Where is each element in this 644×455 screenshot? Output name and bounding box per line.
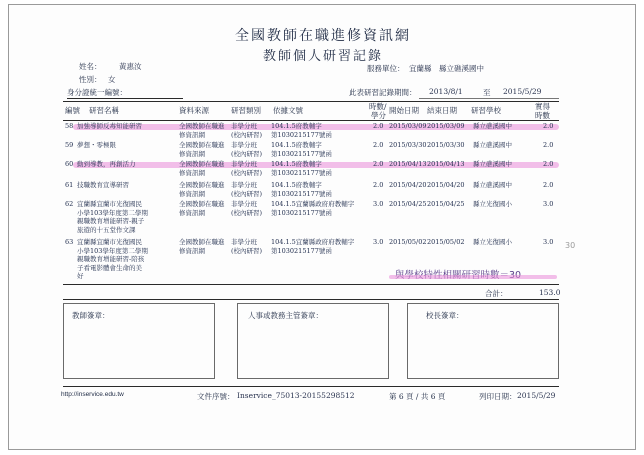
row-58-real: 2.0 (543, 122, 554, 130)
row-61-doc (271, 181, 332, 198)
row-58-type-line: (校內研習) (231, 130, 263, 139)
row-63-real: 3.0 (543, 238, 554, 246)
row-63-name (77, 238, 148, 281)
id-underline (67, 98, 183, 99)
row-60-doc-line: 104.1.5府教輔字 (271, 160, 322, 168)
period-underline (419, 98, 559, 99)
row-60-end: 2015/04/13 (427, 160, 465, 168)
row-63-source (179, 238, 225, 255)
period-start: 2013/8/1 (429, 87, 463, 96)
row-59-type-line: 非學分班 (231, 141, 257, 149)
row-61-no: 61 (65, 181, 74, 189)
row-62-real: 3.0 (543, 200, 554, 208)
row-59-doc-line: 104.1.5府教輔字 (271, 141, 322, 149)
row-63-type (231, 238, 262, 255)
row-60-hours: 2.0 (373, 160, 384, 168)
margin-note: 30 (565, 241, 576, 250)
row-59-doc-line: 第1030215177號函 (271, 149, 332, 158)
row-62-doc-line: 第1030215177號函 (271, 208, 332, 217)
row-62-end: 2015/04/25 (427, 200, 465, 208)
record-page (8, 4, 636, 450)
col-header-real: 實得 (535, 102, 550, 111)
teacher-signature-label: 教師簽章： (72, 311, 110, 320)
row-58-doc-line: 第1030215177號函 (271, 130, 332, 139)
row-60-school: 縣立礁溪國中 (473, 160, 512, 168)
row-59-doc (271, 141, 332, 158)
row-58-no: 58 (65, 122, 74, 130)
teacher-signature-box (63, 303, 215, 379)
row-61-name (77, 181, 129, 190)
row-58-type (231, 122, 262, 139)
table-top-rule (63, 101, 559, 102)
print-date-label: 列印日期： (479, 392, 517, 401)
row-58-end: 2015/03/09 (427, 122, 465, 130)
row-59-real: 2.0 (543, 141, 554, 149)
hr-signature-label: 人事或教務主管簽章： (248, 311, 323, 320)
row-59-type (231, 141, 262, 158)
row-61-doc-line: 第1030215177號函 (271, 189, 332, 198)
row-62-school: 縣立光復國小 (473, 200, 512, 208)
row-58-source-line: 修資訊網 (179, 130, 205, 139)
row-60-name-line: 動到導教，再創活力 (77, 160, 136, 168)
row-61-end: 2015/04/20 (427, 181, 465, 189)
row-63-doc-line: 第1030215177號函 (271, 246, 332, 255)
row-63-end: 2015/05/02 (427, 238, 465, 246)
row-61-type-line: 非學分班 (231, 181, 257, 189)
row-59-name (77, 141, 116, 150)
row-58-school: 縣立礁溪國中 (473, 122, 512, 130)
row-60-doc (271, 160, 332, 177)
row-62-doc (271, 200, 354, 217)
row-61-source-line: 全國教師在職進 (179, 181, 225, 189)
row-63-start: 2015/05/02 (389, 238, 427, 246)
print-date-value: 2015/5/29 (517, 391, 556, 400)
name-value: 黃惠汝 (119, 62, 142, 71)
row-63-doc (271, 238, 354, 255)
period-label: 此表研習記錄期間： (349, 88, 417, 97)
page-indicator: 第 6 頁 / 共 6 頁 (389, 392, 446, 401)
row-60-source-line: 全國教師在職進 (179, 160, 225, 168)
row-61-school: 縣立礁溪國中 (473, 181, 512, 189)
row-60-source (179, 160, 225, 177)
total-label: 合計： (485, 289, 508, 298)
row-61-source (179, 181, 225, 198)
row-62-doc-line: 104.1.5宜蘭縣政府府教輔字 (271, 200, 355, 208)
row-63-name-line: 好 (77, 272, 84, 280)
table-header-rule (63, 120, 559, 121)
row-63-hours: 3.0 (373, 238, 384, 246)
row-59-no: 59 (65, 141, 74, 149)
row-62-name-line: 旅遊的十五堂作文課 (77, 225, 136, 234)
row-59-source (179, 141, 225, 158)
row-62-name-line: 宜蘭縣宜蘭市光復國民 (77, 200, 142, 208)
row-62-source (179, 200, 225, 217)
row-58-source-line: 全國教師在職進 (179, 122, 225, 130)
row-58-name-line: 加強導師反毒知能研習 (77, 122, 142, 130)
doc-serial-value: Inservice_75013-20155298512 (237, 391, 355, 400)
total-value: 153.0 (539, 288, 561, 297)
row-61-source-line: 修資訊網 (179, 189, 205, 198)
col-header-hours-unit: 學分 (371, 111, 386, 120)
row-59-type-line: (校內研習) (231, 149, 263, 158)
row-59-school: 縣立礁溪國中 (473, 141, 512, 149)
principal-signature-label: 校長簽章： (426, 311, 464, 320)
row-61-real: 2.0 (543, 181, 554, 189)
row-61-doc-line: 104.1.5府教輔字 (271, 181, 322, 189)
row-58-source (179, 122, 225, 139)
row-59-source-line: 全國教師在職進 (179, 141, 225, 149)
row-58-type-line: 非學分班 (231, 122, 257, 130)
row-60-type-line: 非學分班 (231, 160, 257, 168)
col-header-name: 研習名稱 (89, 106, 119, 115)
row-63-no: 63 (65, 238, 74, 246)
hr-signature-box (237, 303, 389, 379)
row-63-name-line: 子看電影體會生命的美 (77, 263, 142, 272)
row-60-type (231, 160, 262, 177)
row-63-name-line: 親職教育增能研習-陪孩 (77, 255, 145, 263)
row-62-hours: 3.0 (373, 200, 384, 208)
doc-serial-label: 文件序號： (197, 392, 235, 401)
row-62-name (77, 200, 148, 234)
row-59-source-line: 修資訊網 (179, 149, 205, 158)
document-title: 全國教師在職進修資訊網 (235, 28, 411, 44)
site-url: http://inservice.edu.tw (61, 391, 124, 398)
row-58-name (77, 122, 142, 131)
row-62-name-line: 小學103學年度第二學期 (77, 208, 148, 217)
col-header-type: 研習類別 (231, 106, 261, 115)
col-header-hours: 時數/ (369, 102, 387, 111)
row-61-type-line: (校內研習) (231, 189, 263, 198)
gender-label: 性別： (79, 75, 102, 84)
row-60-no: 60 (65, 160, 74, 168)
row-63-type-line: 非學分班 (231, 238, 257, 246)
document-subtitle: 教師個人研習記錄 (262, 49, 383, 64)
row-63-doc-line: 104.1.5宜蘭縣政府府教輔字 (271, 238, 355, 246)
col-header-no: 編號 (65, 106, 80, 115)
row-62-source-line: 全國教師在職進 (179, 200, 225, 208)
handwritten-underline (389, 275, 557, 279)
row-58-hours: 2.0 (373, 122, 384, 130)
gender-value: 女 (108, 75, 116, 84)
unit-value: 宜蘭縣 縣立礁溪國中 (409, 64, 484, 73)
row-63-name-line: 宜蘭縣宜蘭市光復國民 (77, 238, 142, 246)
row-62-type (231, 200, 262, 217)
row-59-start: 2015/03/30 (389, 141, 427, 149)
row-60-doc-line: 第1030215177號函 (271, 168, 332, 177)
row-62-name-line: 親職教育增能研習-親子 (77, 217, 145, 225)
row-63-type-line: (校內研習) (231, 246, 263, 255)
row-60-name (77, 160, 136, 169)
table-bottom-rule (63, 284, 559, 285)
row-61-hours: 2.0 (373, 181, 384, 189)
unit-label: 服務單位： (367, 64, 405, 73)
id-label: 身分證統一編號： (67, 88, 127, 97)
row-58-doc-line: 104.1.5府教輔字 (271, 122, 322, 130)
period-end: 2015/5/29 (503, 87, 542, 96)
col-header-school: 研習學校 (471, 106, 501, 115)
col-header-end: 結束日期 (427, 106, 457, 115)
principal-signature-box (407, 303, 559, 379)
row-60-real: 2.0 (543, 160, 554, 168)
row-62-no: 62 (65, 200, 74, 208)
row-62-source-line: 修資訊網 (179, 208, 205, 217)
row-60-type-line: (校內研習) (231, 168, 263, 177)
row-62-type-line: 非學分班 (231, 200, 257, 208)
row-59-end: 2015/03/30 (427, 141, 465, 149)
row-63-name-line: 小學103學年度第二學期 (77, 246, 148, 255)
row-59-name-line: 夢想・零極限 (77, 141, 116, 149)
row-61-name-line: 技職教育宣導研習 (77, 181, 129, 189)
row-62-type-line: (校內研習) (231, 208, 263, 217)
name-label: 姓名： (79, 62, 102, 71)
row-59-hours: 2.0 (373, 141, 384, 149)
row-58-doc (271, 122, 332, 139)
row-63-source-line: 修資訊網 (179, 246, 205, 255)
row-60-start: 2015/04/13 (389, 160, 427, 168)
row-63-source-line: 全國教師在職進 (179, 238, 225, 246)
row-60-source-line: 修資訊網 (179, 168, 205, 177)
col-header-source: 資料來源 (179, 106, 209, 115)
footer-rule (63, 386, 559, 387)
period-to: 至 (483, 88, 491, 97)
row-61-start: 2015/04/20 (389, 181, 427, 189)
row-63-school: 縣立光復國小 (473, 238, 512, 246)
row-61-type (231, 181, 262, 198)
total-rule (63, 299, 559, 300)
row-58-start: 2015/03/09 (389, 122, 427, 130)
row-62-start: 2015/04/25 (389, 200, 427, 208)
col-header-doc: 依據文號 (273, 106, 303, 115)
col-header-start: 開始日期 (389, 106, 419, 115)
col-header-real-unit: 時數 (535, 111, 550, 120)
